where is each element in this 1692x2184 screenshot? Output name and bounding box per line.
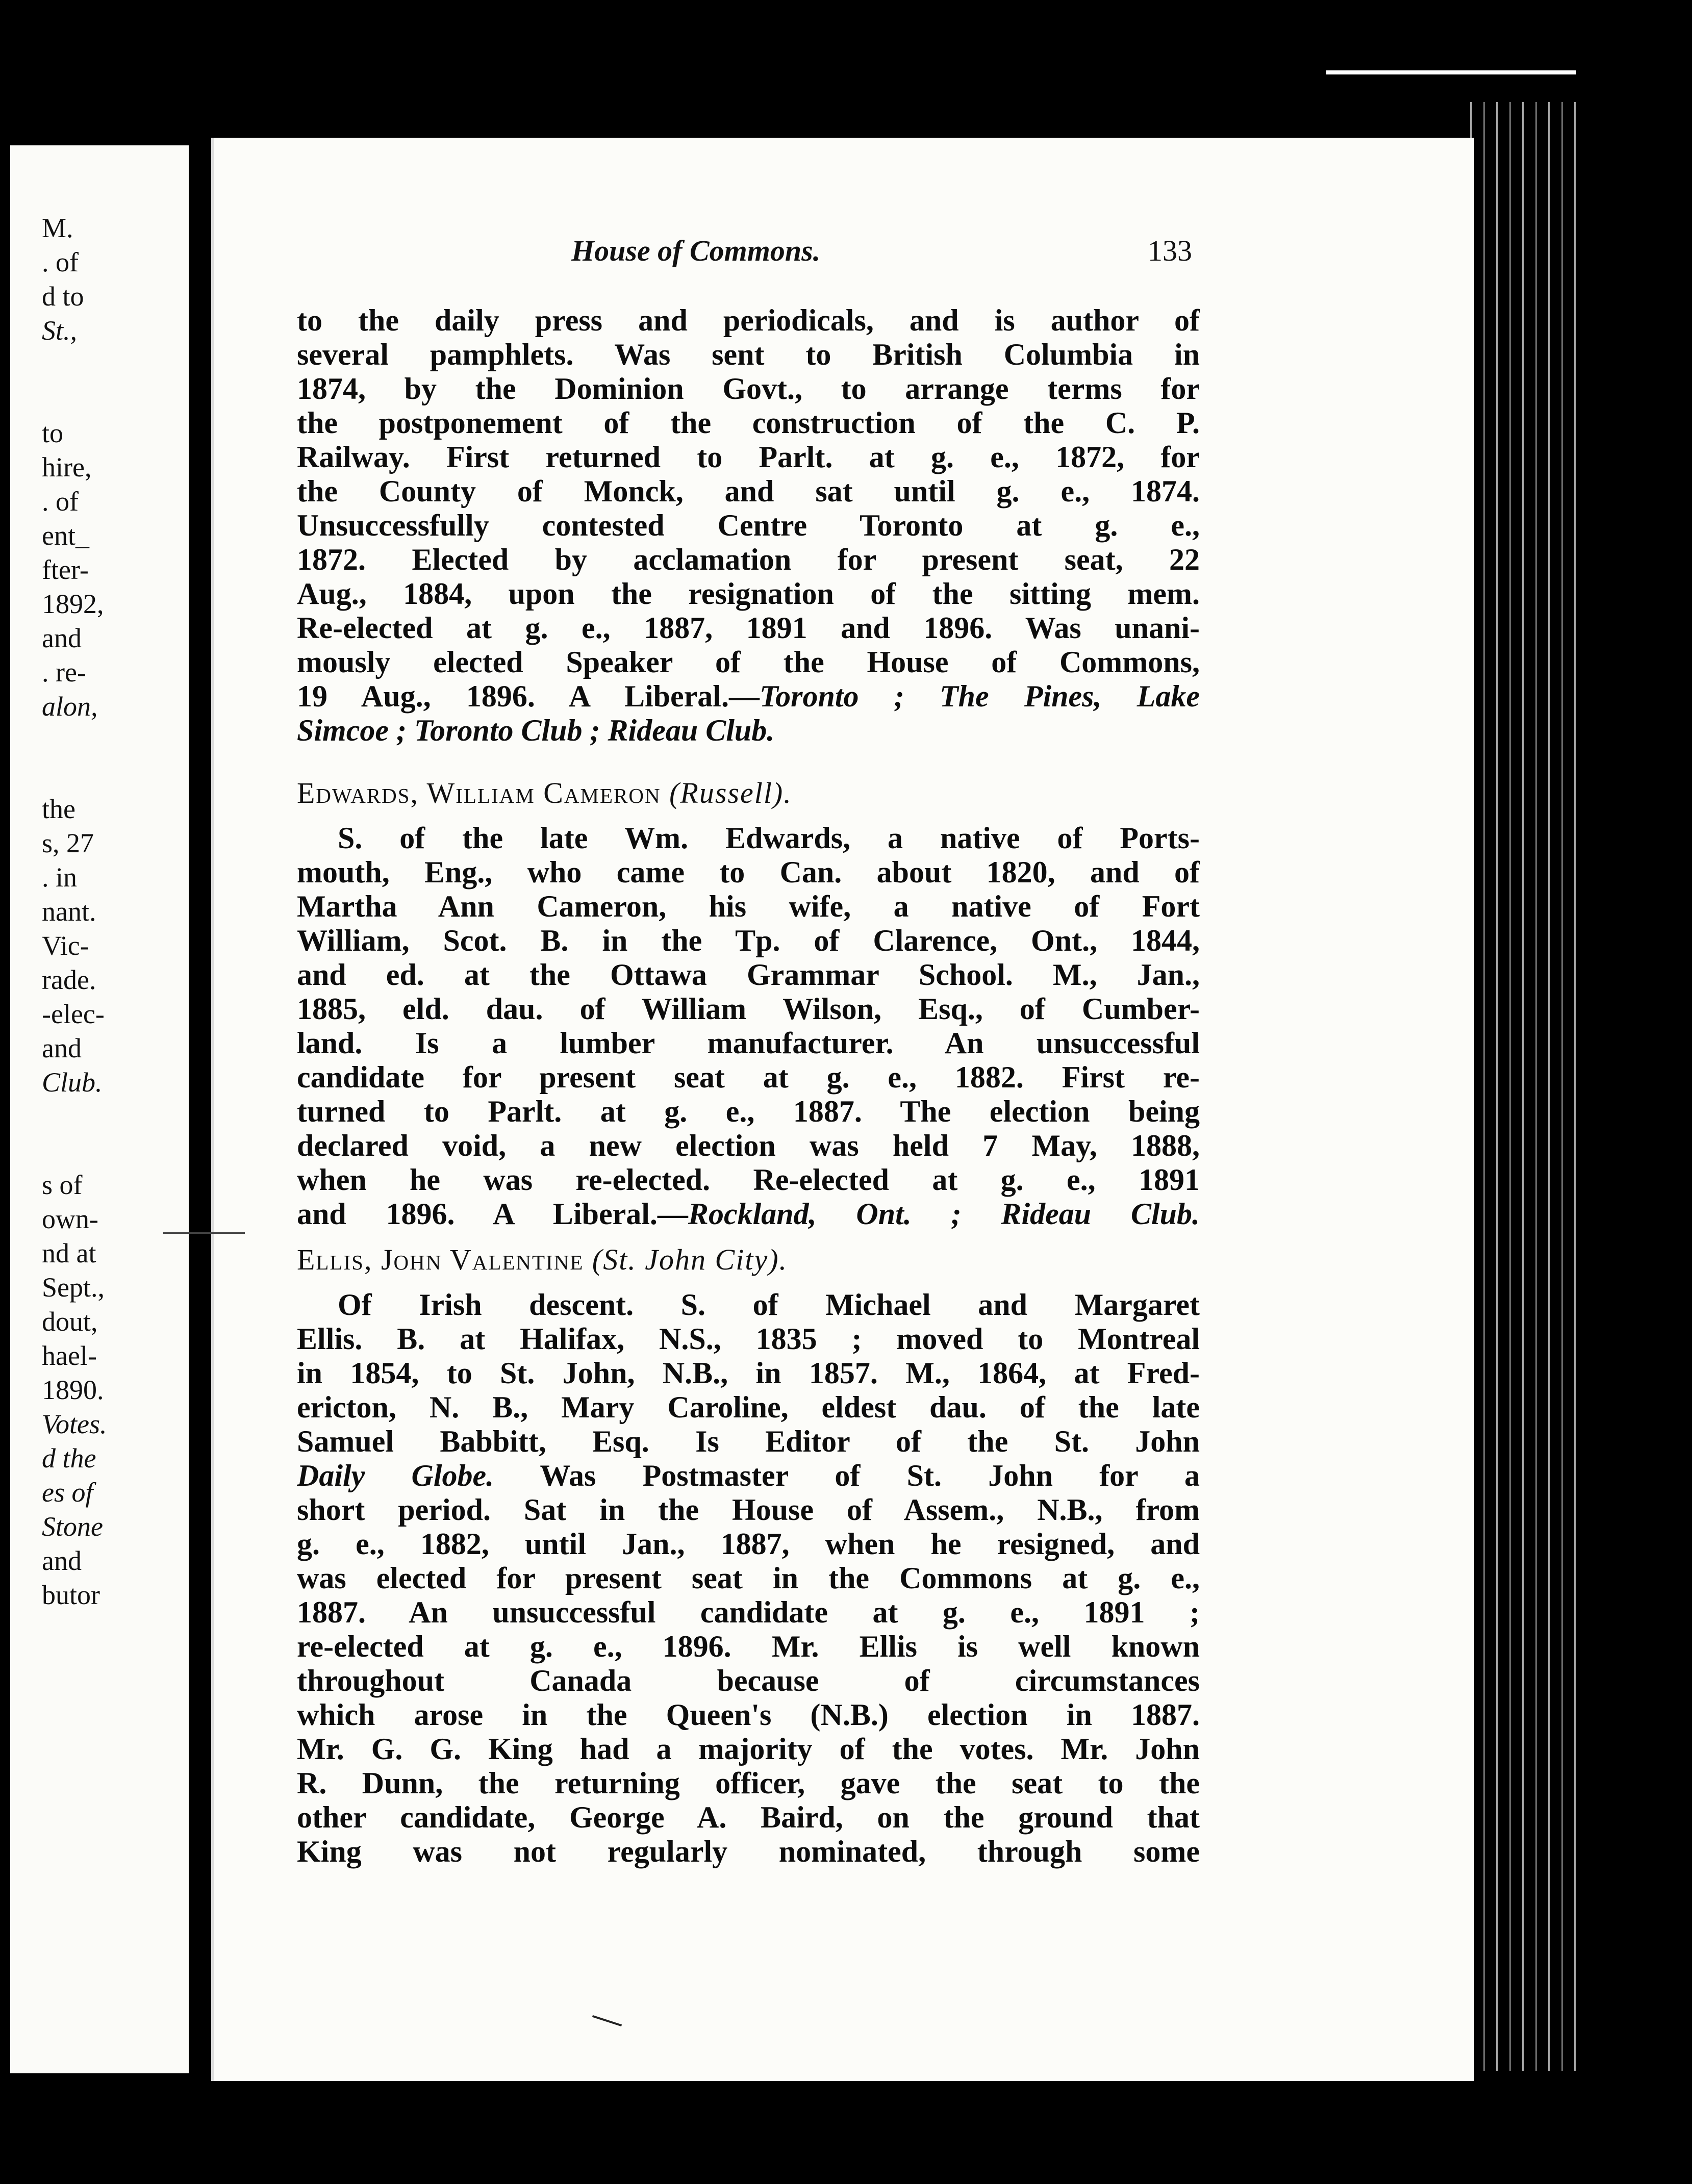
page-number: 133: [1148, 234, 1192, 267]
previous-page-line: Vic-: [42, 930, 89, 961]
text-line: when he was re-elected. Re-elected at g. e., 1891: [297, 1163, 1200, 1197]
previous-page-line: . of: [42, 247, 79, 277]
text-line: 1874, by the Dominion Govt., to arrange terms for: [297, 372, 1200, 405]
text-line: Ellis. B. at Halifax, N.S., 1835 ; moved to Montreal: [297, 1322, 1200, 1356]
entry-heading: [297, 776, 1200, 810]
text-line: Unsuccessfully contested Centre Toronto at g. e.,: [297, 509, 1200, 542]
previous-page-line: . in: [42, 862, 78, 893]
text-line: mouth, Eng., who came to Can. about 1820, and of: [297, 855, 1200, 889]
previous-page-line: -elec-: [42, 999, 105, 1029]
text-line: Aug., 1884, upon the resignation of the sitting mem.: [297, 577, 1200, 611]
previous-page-line: nd at: [42, 1238, 96, 1268]
previous-page-line: 1890.: [42, 1375, 104, 1405]
previous-page-line: . of: [42, 486, 79, 517]
text-line: Railway. First returned to Parlt. at g. e., 1872, for: [297, 440, 1200, 474]
previous-page-line: nant.: [42, 896, 96, 927]
previous-page-line: the: [42, 794, 75, 824]
text-line: g. e., 1882, until Jan., 1887, when he resigned, and: [297, 1527, 1200, 1561]
text-line: and ed. at the Ottawa Grammar School. M., Jan.,: [297, 958, 1200, 992]
previous-page-line: own-: [42, 1204, 98, 1234]
previous-page-line: and: [42, 623, 82, 653]
previous-page-line: . re-: [42, 657, 86, 688]
riding-name: (St. John City).: [592, 1243, 788, 1276]
text-line: mously elected Speaker of the House of Commons,: [297, 645, 1200, 679]
previous-page-line: Sept.,: [42, 1272, 105, 1303]
previous-page-line: Stone: [42, 1511, 103, 1542]
running-title: House of Commons.: [571, 234, 821, 267]
text-line: R. Dunn, the returning officer, gave the seat to the: [297, 1766, 1200, 1800]
text-line: the postponement of the construction of the C. P.: [297, 406, 1200, 440]
previous-page-line: and: [42, 1033, 82, 1063]
entry-edwards: [297, 776, 1200, 1231]
riding-name: (Russell).: [669, 776, 792, 809]
address-italic: Rockland, Ont. ; Rideau Club.: [688, 1197, 1200, 1231]
previous-page-line: dout,: [42, 1306, 98, 1337]
text-line: 1887. An unsuccessful candidate at g. e., 1891 ;: [297, 1595, 1200, 1629]
text-line: land. Is a lumber manufacturer. An unsuccessful: [297, 1026, 1200, 1060]
previous-page-line: alon,: [42, 691, 98, 722]
book-page: [214, 138, 1474, 2081]
text-line: turned to Parlt. at g. e., 1887. The election being: [297, 1095, 1200, 1128]
text-line: ericton, N. B., Mary Caroline, eldest dau. of the late: [297, 1390, 1200, 1424]
text-line: William, Scot. B. in the Tp. of Clarence, Ont., 1844,: [297, 924, 1200, 957]
previous-page-line: 1892,: [42, 589, 104, 619]
page-edge-rule: [1326, 70, 1576, 74]
previous-page-fragment: [10, 145, 189, 2073]
body-text: [297, 303, 1200, 1869]
text-line: other candidate, George A. Baird, on the ground that: [297, 1800, 1200, 1834]
text-line: S. of the late Wm. Edwards, a native of Ports-: [338, 821, 1200, 855]
text-line: King was not regularly nominated, through some: [297, 1835, 1200, 1868]
previous-page-line: s of: [42, 1170, 83, 1200]
text-line: to the daily press and periodicals, and is author of: [297, 303, 1200, 337]
previous-page-line: butor: [42, 1580, 100, 1610]
text-line: [297, 1197, 1200, 1231]
entry-ellis: [297, 1242, 1200, 1869]
text-line: was elected for present seat in the Commons at g. e.,: [297, 1561, 1200, 1595]
previous-page-line: and: [42, 1545, 82, 1576]
paragraph-continued: [297, 303, 1200, 748]
text-run: and 1896. A Liberal.—: [297, 1197, 688, 1231]
text-line: throughout Canada because of circumstances: [297, 1664, 1200, 1697]
previous-page-line: d to: [42, 281, 84, 312]
text-line: [297, 1459, 1200, 1493]
previous-page-line: Club.: [42, 1067, 103, 1098]
page-header: [214, 234, 1474, 274]
previous-page-line: rade.: [42, 964, 96, 995]
text-line: 1885, eld. dau. of William Wilson, Esq., of Cumber-: [297, 992, 1200, 1026]
text-line: short period. Sat in the House of Assem., N.B., from: [297, 1493, 1200, 1527]
member-name: Ellis, John Valentine: [297, 1243, 584, 1276]
text-line: in 1854, to St. John, N.B., in 1857. M., 1864, at Fred-: [297, 1356, 1200, 1390]
text-line: 1872. Elected by acclamation for present seat, 22: [297, 543, 1200, 576]
previous-page-line: hael-: [42, 1340, 97, 1371]
text-line: Samuel Babbitt, Esq. Is Editor of the St. John: [297, 1425, 1200, 1458]
previous-page-line: to: [42, 418, 64, 448]
previous-page-line: es of: [42, 1477, 93, 1508]
address-italic: Simcoe ; Toronto Club ; Rideau Club.: [297, 714, 775, 747]
address-italic: Toronto ; The Pines, Lake: [759, 679, 1200, 713]
ink-mark: [592, 2015, 622, 2026]
previous-page-line: fter-: [42, 554, 89, 585]
text-line: Of Irish descent. S. of Michael and Margaret: [338, 1288, 1200, 1322]
previous-page-line: hire,: [42, 452, 92, 482]
previous-page-line: s, 27: [42, 828, 94, 858]
text-line: re-elected at g. e., 1896. Mr. Ellis is well known: [297, 1630, 1200, 1663]
entry-heading: [297, 1242, 1200, 1277]
text-line: declared void, a new election was held 7 May, 1888,: [297, 1129, 1200, 1162]
text-line: Re-elected at g. e., 1887, 1891 and 1896. Was unani-: [297, 611, 1200, 645]
member-name: Edwards, William Cameron: [297, 776, 661, 809]
previous-page-line: ent_: [42, 520, 89, 551]
text-line: the County of Monck, and sat until g. e., 1874.: [297, 474, 1200, 508]
text-line: [297, 679, 1200, 714]
text-run: 19 Aug., 1896. A Liberal.—: [297, 679, 760, 713]
text-line: several pamphlets. Was sent to British Columbia in: [297, 338, 1200, 371]
previous-page-line: d the: [42, 1443, 96, 1474]
page-fold-mark: [163, 1232, 245, 1234]
text-run: Was Postmaster of St. John for a: [494, 1459, 1200, 1492]
previous-page-line: M.: [42, 213, 73, 243]
page-stack-edge: [1459, 102, 1581, 2071]
previous-page-line: Votes.: [42, 1409, 107, 1439]
text-line: Martha Ann Cameron, his wife, a native of Fort: [297, 890, 1200, 923]
newspaper-title: Daily Globe.: [297, 1459, 494, 1492]
text-line: which arose in the Queen's (N.B.) election in 1887.: [297, 1698, 1200, 1732]
text-line: candidate for present seat at g. e., 1882. First re-: [297, 1060, 1200, 1094]
text-line: Mr. G. G. King had a majority of the votes. Mr. John: [297, 1732, 1200, 1766]
previous-page-line: St.,: [42, 315, 78, 346]
